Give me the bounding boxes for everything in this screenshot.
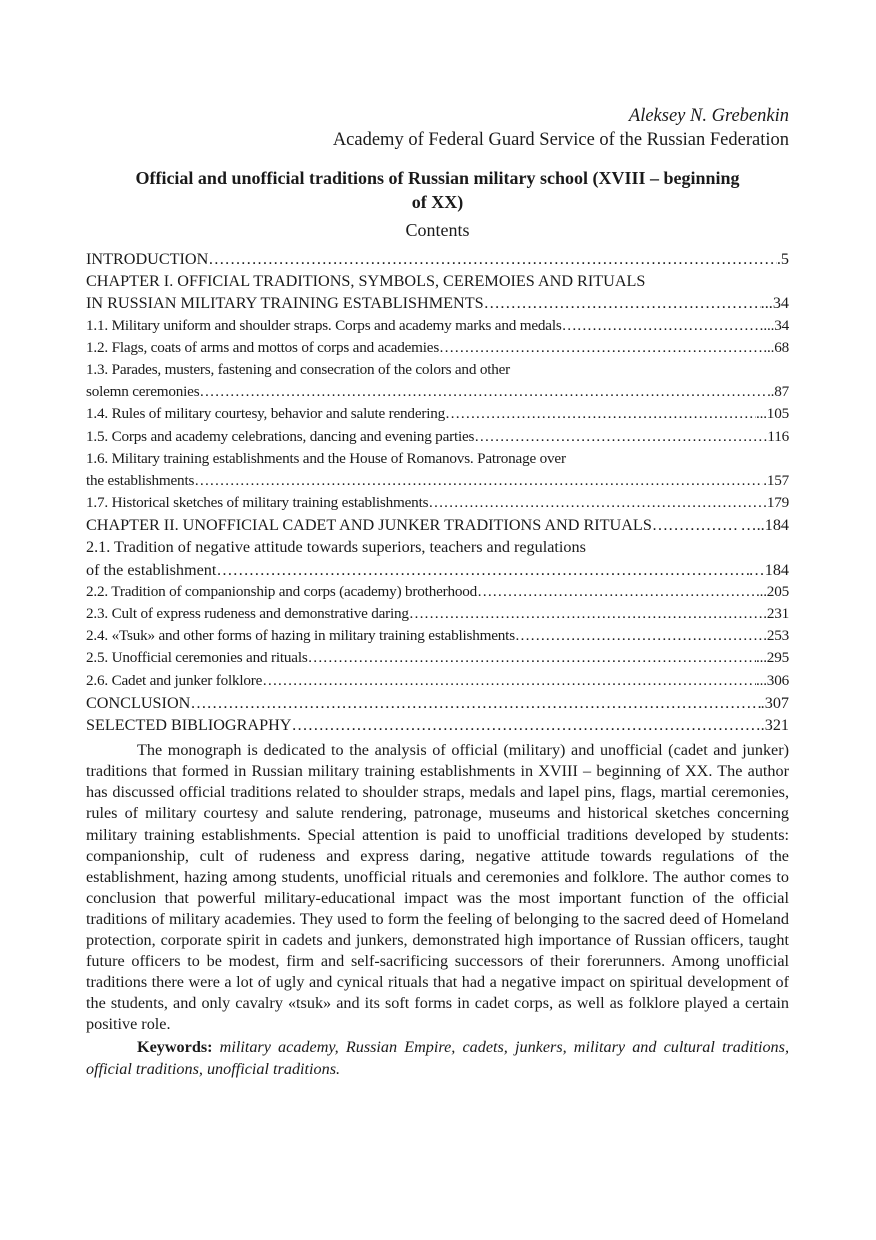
- toc-leader-dots: [262, 670, 756, 692]
- toc-leader-dots: [652, 514, 741, 536]
- toc-entry-title: solemn ceremonies: [86, 383, 200, 401]
- toc-entry-title: 2.5. Unofficial ceremonies and rituals: [86, 649, 308, 667]
- toc-entry: [86, 381, 789, 403]
- toc-entry: [86, 670, 789, 692]
- toc-entry-page: …..184: [740, 516, 789, 535]
- document-page: [86, 104, 789, 1080]
- toc-leader-dots: [477, 581, 756, 603]
- toc-entry-page: .253: [763, 627, 789, 645]
- toc-leader-dots: [484, 292, 761, 314]
- toc-entry-page: .5: [776, 250, 789, 268]
- toc-entry: [86, 448, 789, 470]
- toc-leader-dots: [194, 470, 763, 492]
- toc-entry-title: 1.5. Corps and academy celebrations, dancing and evening parties: [86, 427, 475, 445]
- toc-entry: [86, 492, 789, 514]
- toc-leader-dots: [515, 625, 763, 647]
- toc-entry-title: 2.3. Cult of express rudeness and demonstrative daring: [86, 605, 409, 622]
- toc-entry-title: IN RUSSIAN MILITARY TRAINING ESTABLISHMENTS: [86, 294, 484, 313]
- toc-entry: [86, 603, 789, 625]
- toc-entry: [86, 536, 789, 558]
- toc-entry-page: ...105: [756, 405, 789, 423]
- toc-entry: [86, 315, 789, 337]
- toc-entry: [86, 359, 789, 381]
- toc-leader-dots: [190, 692, 760, 714]
- abstract: [86, 740, 789, 1080]
- toc-entry: [86, 426, 789, 448]
- toc-entry-title: CHAPTER I. OFFICIAL TRADITIONS, SYMBOLS, CEREMOIES AND RITUALS: [86, 272, 646, 291]
- toc-entry: [86, 514, 789, 536]
- document-title: Official and unofficial traditions of Russian military school (XVIII – beginning of XX): [135, 168, 740, 212]
- toc-entry: [86, 337, 789, 359]
- toc-entry-title: 1.1. Military uniform and shoulder straps. Corps and academy marks and medals: [86, 316, 562, 334]
- toc-entry-page: …184: [748, 560, 789, 579]
- toc-entry: [86, 403, 789, 425]
- keywords-paragraph: [86, 1037, 789, 1079]
- toc-entry-title: 1.7. Historical sketches of military training establishments: [86, 494, 429, 512]
- toc-leader-dots: [562, 315, 764, 337]
- toc-entry-page: .231: [763, 605, 789, 622]
- toc-entry-page: .87: [770, 383, 789, 401]
- toc-leader-dots: [199, 381, 770, 403]
- toc-leader-dots: [428, 492, 767, 514]
- toc-entry-title: 1.4. Rules of military courtesy, behavior and salute rendering: [86, 405, 446, 423]
- toc-entry-page: ...205: [756, 582, 789, 600]
- toc-entry-title: CONCLUSION: [86, 693, 191, 712]
- toc-entry-title: CHAPTER II. UNOFFICIAL CADET AND JUNKER TRADITIONS AND RITUALS: [86, 516, 652, 535]
- toc-entry-page: ...306: [756, 671, 789, 689]
- toc-entry-page: ...34: [760, 294, 789, 313]
- toc-leader-dots: [439, 337, 763, 359]
- toc-entry: [86, 692, 789, 714]
- toc-entry-page: .307: [760, 693, 789, 712]
- toc-entry-title: 1.3. Parades, musters, fastening and consecration of the colors and other: [86, 360, 511, 378]
- toc-leader-dots: [474, 426, 767, 448]
- toc-leader-dots: [208, 248, 777, 270]
- toc-entry-title: 1.6. Military training establishments and the House of Romanovs. Patronage over: [86, 449, 566, 467]
- toc-entry-page: 179: [766, 494, 789, 512]
- table-of-contents: [86, 248, 789, 736]
- toc-entry-page: 116: [767, 427, 789, 445]
- toc-leader-dots: [216, 559, 748, 581]
- toc-entry-page: .157: [763, 471, 789, 489]
- toc-entry: [86, 714, 789, 736]
- toc-entry-title: 1.2. Flags, coats of arms and mottos of corps and academies: [86, 338, 440, 356]
- toc-entry-title: 2.2. Tradition of companionship and corps (academy) brotherhood: [86, 582, 478, 600]
- toc-entry-title: the establishments: [86, 471, 195, 489]
- toc-leader-dots: [409, 603, 763, 625]
- toc-entry: [86, 292, 789, 314]
- toc-entry-title: 2.6. Cadet and junker folklore: [86, 671, 263, 689]
- toc-entry-page: ...34: [763, 316, 789, 334]
- author-name: Aleksey N. Grebenkin: [628, 106, 789, 126]
- toc-entry: [86, 625, 789, 647]
- toc-entry-title: 2.4. «Tsuk» and other forms of hazing in military training establishments: [86, 627, 515, 645]
- toc-leader-dots: [308, 647, 756, 669]
- toc-entry-title: INTRODUCTION: [86, 250, 209, 268]
- toc-entry: [86, 270, 789, 292]
- toc-leader-dots: [292, 714, 761, 736]
- abstract-paragraph: The monograph is dedicated to the analysis of official (military) and unofficial (cadet and junker) traditions that formed in Russian military training establishments in XVIII – beginning of XX. The author has discussed official traditions related to shoulder straps, medals and lapel pins, flags, martial ceremonies, rules of military courtesy and salute rendering, patronage, museums and historical sketches concerning military training establishments. Special attention is paid to unofficial traditions developed by students: companionship, cult of rudeness and express daring, negative attitude towards regulations of the establishment, hazing among students, unofficial rituals and ceremonies and folklore. The author comes to conclusion that powerful military-educational impact was the most important function of the official traditions of military academies. They used to form the feeling of belonging to the sacred deed of Homeland protection, corporate spirit in cadets and junkers, demonstrated high importance of Russian officers, taught future officers to be modest, firm and self-sacrificing successors of their forerunners. Among unofficial traditions there were a lot of ugly and cynical rituals that had a negative impact on spiritual development of the students, and only cavalry «tsuk» and its soft forms in cadet corps, as well as folklore played a certain positive role.: [86, 741, 789, 1034]
- author-affiliation: Academy of Federal Guard Service of the Russian Federation: [332, 130, 789, 150]
- toc-leader-dots: [445, 403, 756, 425]
- toc-entry: [86, 470, 789, 492]
- toc-entry: [86, 647, 789, 669]
- toc-entry: [86, 581, 789, 603]
- keywords-label: Keywords:: [137, 1038, 213, 1057]
- toc-entry-title: of the establishment: [86, 560, 217, 579]
- toc-entry-page: ...68: [763, 338, 789, 356]
- toc-entry: [86, 248, 789, 270]
- contents-heading: Contents: [405, 220, 470, 240]
- toc-entry-page: ...295: [756, 649, 789, 667]
- keywords-text: military academy, Russian Empire, cadets, junkers, military and cultural traditions, official traditions, unofficial traditions.: [86, 1038, 789, 1078]
- toc-entry-title: SELECTED BIBLIOGRAPHY: [86, 715, 292, 734]
- toc-entry-title: 2.1. Tradition of negative attitude towards superiors, teachers and regulations: [86, 538, 586, 557]
- toc-entry: [86, 559, 789, 581]
- toc-entry-page: .321: [760, 715, 789, 734]
